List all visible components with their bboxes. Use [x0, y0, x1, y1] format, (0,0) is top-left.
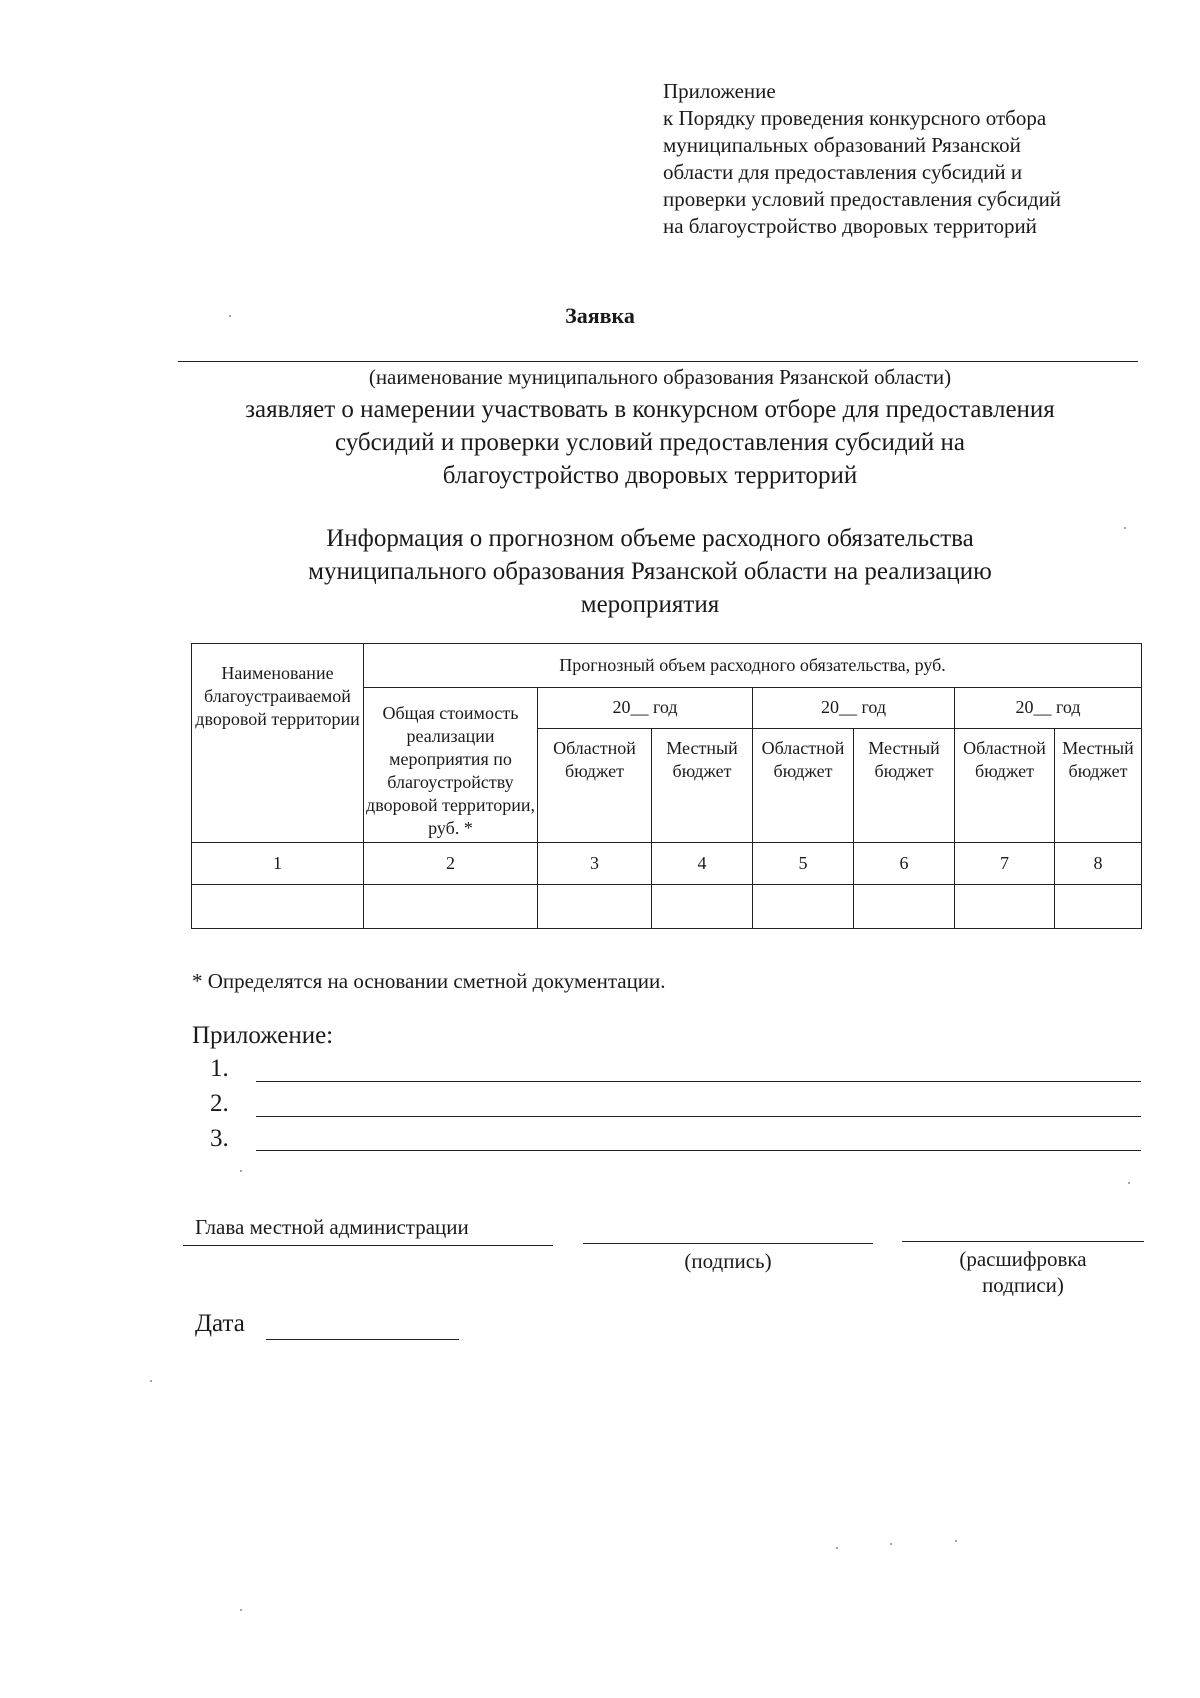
scan-speck	[1128, 1182, 1130, 1184]
info-heading-line: мероприятия	[580, 591, 720, 618]
column-number: 1	[192, 843, 364, 885]
statement-line: благоустройство дворовых территорий	[442, 462, 858, 489]
signature-decoding-line[interactable]	[902, 1241, 1144, 1242]
budget-header: Местный бюджет	[1055, 728, 1142, 842]
scan-speck	[836, 1547, 838, 1549]
column-number: 7	[955, 843, 1055, 885]
column-number: 3	[538, 843, 652, 885]
decoding-caption-line: (расшифровка	[959, 1247, 1087, 1271]
info-heading-line: муниципального образования Рязанской области на реализацию	[308, 558, 992, 585]
scan-speck	[229, 315, 231, 317]
info-heading-line: Информация о прогнозном объеме расходного обязательства	[326, 525, 974, 552]
document-title: Заявка	[565, 303, 635, 328]
empty-cell[interactable]	[1055, 885, 1142, 929]
year-header: 20__ год	[753, 688, 955, 729]
col-name-header-text: Наименование благоустраиваемой дворовой территории	[195, 663, 360, 729]
total-cost-header-text: Общая стоимость реализации мероприятия по благоустройству дворовой территории, руб. *	[366, 703, 535, 838]
annex-item-line[interactable]	[256, 1150, 1141, 1151]
head-admin-label: Глава местной администрации	[195, 1215, 469, 1239]
appendix-header-line: на благоустройство дворовых территорий	[663, 214, 1037, 238]
annex-item-line[interactable]	[256, 1116, 1141, 1117]
year-header: 20__ год	[955, 688, 1142, 729]
empty-cell[interactable]	[192, 885, 364, 929]
statement-text	[160, 393, 1140, 492]
empty-cell[interactable]	[652, 885, 753, 929]
scan-speck	[1124, 527, 1126, 529]
budget-header: Областной бюджет	[538, 728, 652, 842]
column-number: 6	[854, 843, 955, 885]
scan-speck	[240, 1170, 242, 1172]
budget-header: Областной бюджет	[955, 728, 1055, 842]
column-number: 8	[1055, 843, 1142, 885]
scan-speck	[150, 1380, 152, 1382]
scan-speck	[955, 1540, 957, 1542]
appendix-header-line: к Порядку проведения конкурсного отбора	[663, 106, 1047, 130]
appendix-header	[663, 78, 1163, 240]
municipality-blank-line	[178, 361, 1138, 362]
scan-speck	[890, 1543, 892, 1545]
statement-line: заявляет о намерении участвовать в конкурсном отборе для предоставления	[245, 396, 1055, 423]
date-line[interactable]	[266, 1339, 459, 1340]
annex-item-number: 1.	[210, 1055, 229, 1082]
decoding-caption-line: подписи)	[982, 1273, 1064, 1297]
budget-header: Местный бюджет	[652, 728, 753, 842]
appendix-header-line: области для предоставления субсидий и	[663, 160, 1023, 184]
scan-speck	[240, 1609, 242, 1611]
signature-caption: (подпись)	[684, 1249, 772, 1273]
appendix-header-line: муниципальных образований Рязанской	[663, 133, 1021, 157]
empty-cell[interactable]	[955, 885, 1055, 929]
empty-cell[interactable]	[753, 885, 854, 929]
budget-header: Областной бюджет	[753, 728, 854, 842]
empty-cell[interactable]	[854, 885, 955, 929]
head-admin-line	[183, 1245, 553, 1246]
info-heading	[160, 522, 1140, 621]
statement-line: субсидий и проверки условий предоставления субсидий на	[334, 429, 966, 456]
signature-line[interactable]	[583, 1243, 873, 1244]
budget-table	[191, 643, 1142, 929]
annex-item-number: 2.	[210, 1090, 229, 1117]
municipality-caption: (наименование муниципального образования Рязанской области)	[368, 365, 952, 389]
budget-header: Местный бюджет	[854, 728, 955, 842]
appendix-header-line: Приложение	[663, 79, 776, 103]
empty-cell[interactable]	[364, 885, 538, 929]
decoding-caption	[902, 1246, 1144, 1298]
column-number: 2	[364, 843, 538, 885]
group-header: Прогнозный объем расходного обязательства, руб.	[364, 644, 1142, 688]
column-number: 5	[753, 843, 854, 885]
annex-title: Приложение:	[192, 1022, 334, 1049]
col-name-header	[192, 644, 364, 843]
annex-item-line[interactable]	[256, 1081, 1141, 1082]
footnote: * Определятся на основании сметной документации.	[192, 969, 666, 993]
year-header: 20__ год	[538, 688, 753, 729]
appendix-header-line: проверки условий предоставления субсидий	[663, 187, 1062, 211]
date-label: Дата	[195, 1310, 245, 1337]
annex-item-number: 3.	[210, 1125, 229, 1152]
total-cost-header	[364, 688, 538, 843]
column-number: 4	[652, 843, 753, 885]
empty-cell[interactable]	[538, 885, 652, 929]
